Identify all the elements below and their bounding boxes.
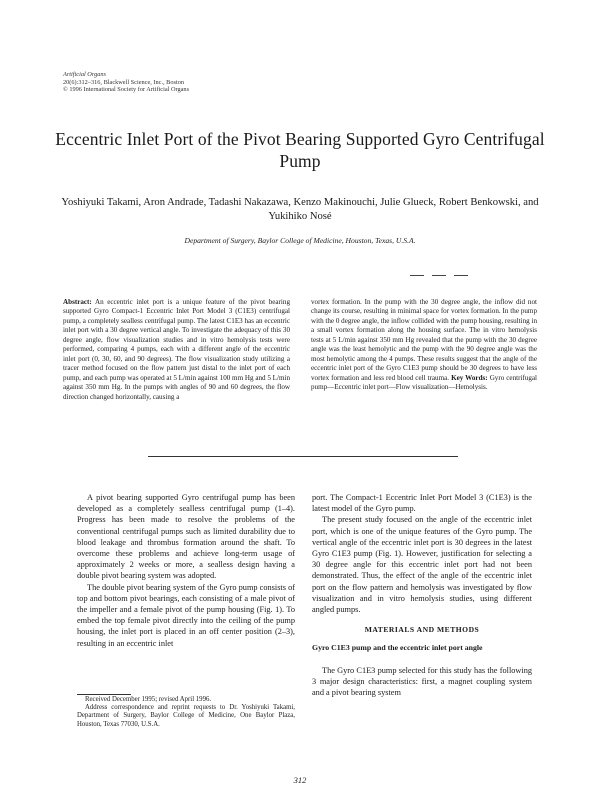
page-number: 312 xyxy=(293,775,307,785)
author-list: Yoshiyuki Takami, Aron Andrade, Tadashi Nakazawa, Kenzo Makinouchi, Julie Glueck, Robert Benkowski, and Yukihiko Nosé xyxy=(61,197,539,222)
footnote-address: Address correspondence and reprint requests to Dr. Yoshiyuki Takami, Department of Surgery, Baylor College of Medicine, One Baylor Plaza, Houston, Texas 77030, U.S.A. xyxy=(77,704,295,728)
abstract-text-left: An eccentric inlet port is a unique feature of the pivot bearing supported Gyro Compact-1 Eccentric Inlet Port Model 3 (C1E3) centrifugal pump, a completely sealless centrifugal pump. The latest C1E3 has an eccentric inlet port with a 30 degree vertical angle. To investigate the adequacy of this 30 degree angle, flow visualization studies and in vitro hemolysis tests were performed, comparing 4 pumps, each with a different angle of the eccentric inlet port (0, 30, 60, and 90 degrees). The flow visualization study utilizing a tracer method focused on the flow pattern just distal to the inlet port of each pump, and each pump was operated at 5 L/min against 100 mm Hg and 5 L/min against 350 mm Hg. In the pumps with angles of 90 and 60 degrees, the flow direction changed horizontally, causing a xyxy=(63,298,290,401)
journal-header xyxy=(63,71,189,94)
body-paragraph: The Gyro C1E3 pump selected for this study has the following 3 major design characteristics: first, a magnet coupling system and a pivot bearing system xyxy=(312,666,532,698)
body-column-left xyxy=(77,492,295,649)
footnote-rule xyxy=(77,694,131,695)
body-paragraph: port. The Compact-1 Eccentric Inlet Port Model 3 (C1E3) is the latest model of the Gyro pump. xyxy=(312,493,532,514)
affiliation: Department of Surgery, Baylor College of Medicine, Houston, Texas, U.S.A. xyxy=(184,236,416,245)
abstract-column-left xyxy=(63,298,290,402)
footnote-received: Received December 1995; revised April 1996. xyxy=(85,696,212,703)
abstract-column-right xyxy=(311,298,537,393)
subsection-heading: Gyro C1E3 pump and the eccentric inlet port angle xyxy=(312,643,483,652)
body-column-right xyxy=(312,492,532,615)
copyright-line: © 1996 International Society for Artificial Organs xyxy=(63,86,190,94)
keywords: Gyro centrifugal pump—Eccentric inlet port—Flow visualization—Hemolysis. xyxy=(311,373,538,392)
divider-dash xyxy=(432,275,446,276)
section-heading: MATERIALS AND METHODS xyxy=(364,625,480,634)
abstract-separator xyxy=(148,456,458,457)
abstract-text-right: vortex formation. In the pump with the 30 degree angle, the inflow did not change its course, resulting in minimal space for vortex formation. In the pump with the 0 degree angle, the inflow collided with the pump housing, resulting in a small vortex formation along the housing surface. The in vitro hemolysis tests at 5 L/min against 350 mm Hg revealed that the pump with the 30 degree angle was the least hemolytic and the pump with the 90 degree angle was the most hemolytic among the 4 pumps. These results suggest that the angle of the eccentric inlet port of the Gyro C1E3 pump should be 30 degrees to have less vortex formation and less red blood cell trauma. xyxy=(311,298,537,382)
body-paragraph: The present study focused on the angle of the eccentric inlet port, which is one of the unique features of the Gyro pump. The vertical angle of the eccentric inlet port is 30 degrees in the latest Gyro C1E3 pump (Fig. 1). However, justification for selecting a 30 degree angle for this eccentric inlet port had not been demonstrated. Thus, the effect of the angle of the eccentric inlet port on the flow pattern and hemolysis was investigated by flow visualization and in vitro hemolysis studies, using different angled pumps. xyxy=(312,515,532,615)
divider-dash xyxy=(410,275,424,276)
body-column-right-continued xyxy=(312,665,532,699)
footnote xyxy=(77,696,295,729)
body-paragraph: The double pivot bearing system of the Gyro pump consists of top and bottom pivot bearings, each consisting of a male pivot of the impeller and a female pivot of the pump housing (Fig. 1). To embed the top female pivot directly into the ceiling of the pump housing, the inlet port is placed in an off center position (2–3), resulting in an eccentric inlet xyxy=(77,582,295,648)
keywords-label: Key Words: xyxy=(451,373,488,382)
article-title: Eccentric Inlet Port of the Pivot Bearing Supported Gyro Centrifugal Pump xyxy=(55,129,545,171)
divider-dash xyxy=(454,275,468,276)
journal-name: Artificial Organs xyxy=(63,71,106,78)
abstract-label: Abstract: xyxy=(63,298,92,306)
journal-citation: 20(6):312–316, Blackwell Science, Inc., Boston xyxy=(63,78,185,86)
body-paragraph: A pivot bearing supported Gyro centrifugal pump has been developed as a completely sealless centrifugal pump (1–4). Progress has been made to resolve the problems of the conventional centrifugal pumps such as limited durability due to blood leakage and thrombus formation around the shaft. To overcome these problems and achieve long-term usage of approximately 2 weeks or more, a sealless design having a double pivot bearing system was adopted. xyxy=(77,493,295,581)
